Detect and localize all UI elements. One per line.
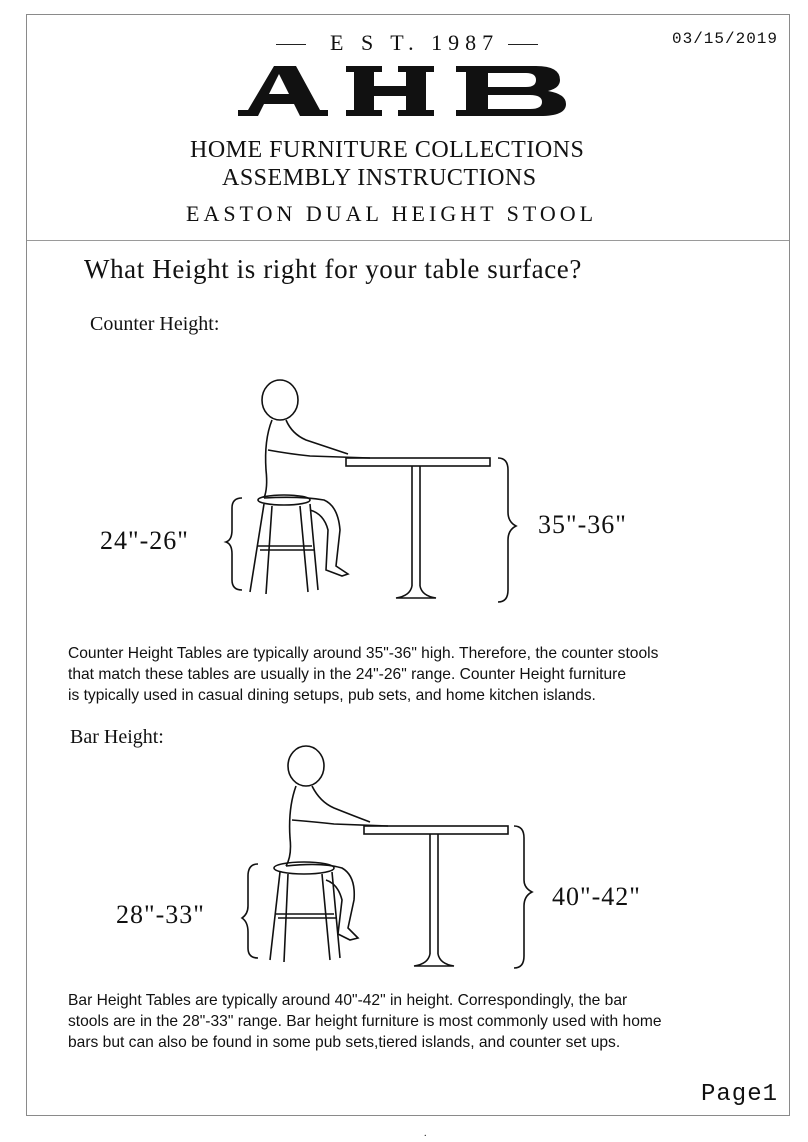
- counter-person-body: [264, 420, 370, 498]
- bar-table-brace: [514, 826, 532, 968]
- counter-stool-range: 24"-26": [100, 526, 189, 555]
- header-divider: [27, 240, 789, 241]
- ahb-logo: [236, 60, 572, 120]
- bar-table-range: 40"-42": [552, 882, 641, 911]
- counter-description-line: that match these tables are usually in the 24"-26" range. Counter Height furniture: [68, 666, 627, 683]
- counter-description: [68, 643, 658, 706]
- bar-description-line: Bar Height Tables are typically around 40"-42" in height. Correspondingly, the bar: [68, 992, 628, 1009]
- counter-person-head: [262, 380, 298, 420]
- counter-table-post: [412, 466, 420, 586]
- counter-description-line: Counter Height Tables are typically around 35"-36" high. Therefore, the counter stools: [68, 645, 659, 662]
- counter-description-line: is typically used in casual dining setups, pub sets, and home kitchen islands.: [68, 687, 596, 704]
- footer-mark: .: [424, 1128, 427, 1139]
- counter-table-range: 35"-36": [538, 510, 627, 539]
- counter-table-brace: [498, 458, 516, 602]
- bar-table-base: [414, 954, 454, 966]
- bar-height-title: Bar Height:: [70, 726, 164, 748]
- page-number: Page1: [700, 1081, 778, 1108]
- bar-description: [68, 990, 662, 1053]
- counter-stool-legs: [250, 504, 318, 594]
- counter-height-illustration: [220, 370, 530, 610]
- counter-height-title: Counter Height:: [90, 313, 220, 335]
- logo-letter-b: [456, 66, 566, 116]
- bar-table-top: [364, 826, 508, 834]
- product-name: EASTON DUAL HEIGHT STOOL: [186, 201, 598, 226]
- collections-heading: HOME FURNITURE COLLECTIONS: [190, 137, 585, 163]
- est-left-rule: [276, 44, 306, 45]
- bar-stool-range: 28"-33": [116, 900, 205, 929]
- counter-stool-brace: [226, 498, 242, 590]
- counter-table-top: [346, 458, 490, 466]
- bar-person-head: [288, 746, 324, 786]
- bar-description-line: stools are in the 28"-33" range. Bar height furniture is most commonly used with home: [68, 1013, 662, 1030]
- bar-stool-brace: [242, 864, 258, 958]
- established-label: E S T. 1987: [330, 30, 500, 55]
- document-date: 03/15/2019: [671, 30, 778, 48]
- assembly-heading: ASSEMBLY INSTRUCTIONS: [222, 165, 537, 191]
- counter-stool-seat: [258, 495, 310, 505]
- bar-table-post: [430, 834, 438, 954]
- bar-stool-legs: [270, 872, 340, 962]
- logo-letter-h: [346, 66, 434, 116]
- bar-description-line: bars but can also be found in some pub sets,tiered islands, and counter set ups.: [68, 1034, 621, 1051]
- height-question: What Height is right for your table surface?: [84, 254, 582, 284]
- est-right-rule: [508, 44, 538, 45]
- counter-table-base: [396, 586, 436, 598]
- logo-letter-a: [238, 66, 328, 116]
- bar-height-illustration: [238, 742, 548, 982]
